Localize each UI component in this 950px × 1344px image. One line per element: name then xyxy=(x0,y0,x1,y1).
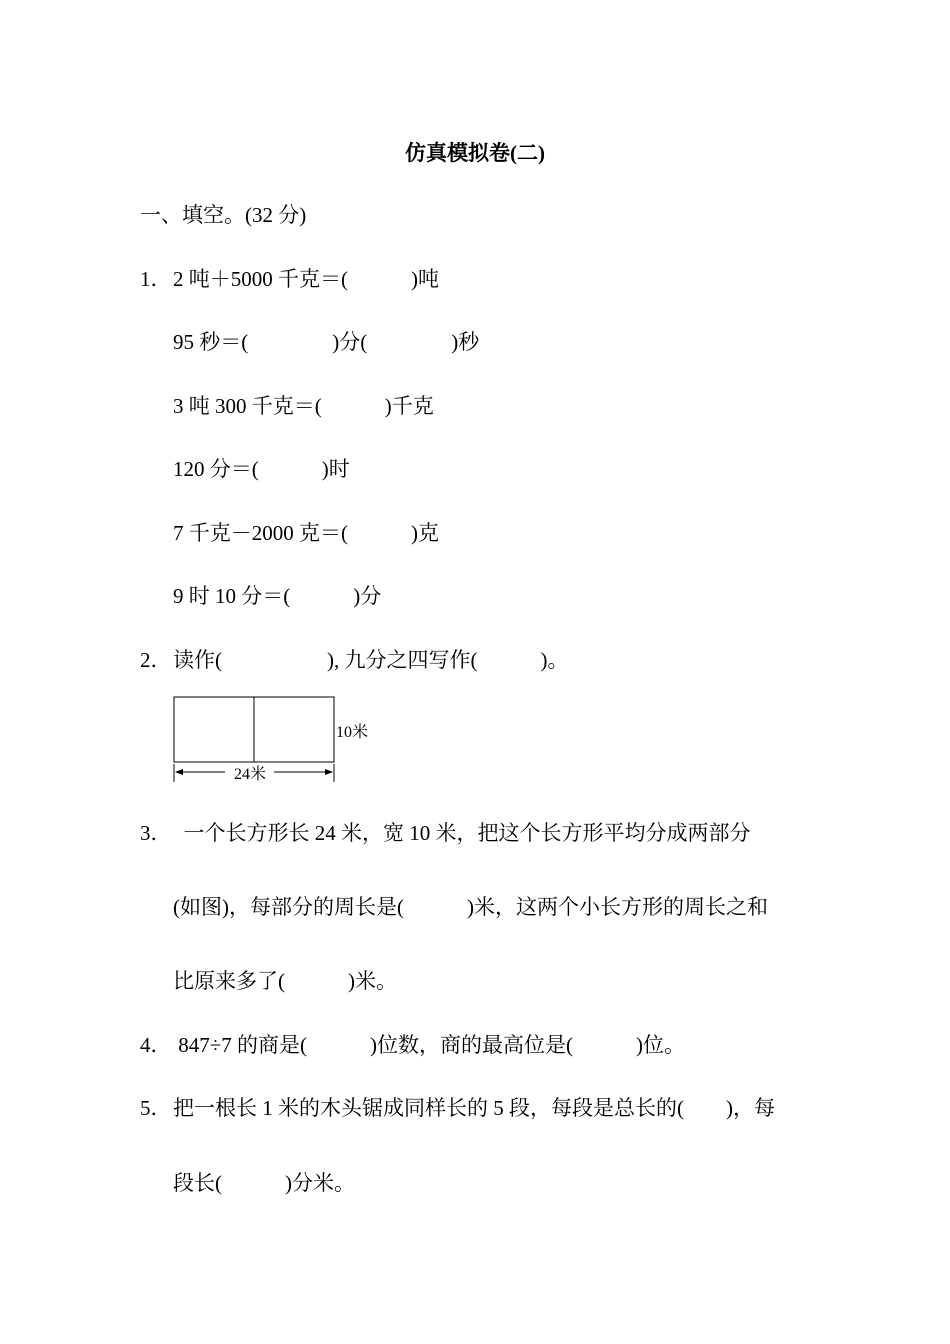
question-number: 4． xyxy=(140,1033,172,1057)
question-line: 7 千克－2000 克＝( )克 xyxy=(173,521,439,545)
arrow-right-icon xyxy=(325,769,333,775)
width-label: 10米 xyxy=(336,724,369,741)
question-line: 段长( )分米。 xyxy=(173,1171,355,1195)
question-line: 一个长方形长 24 米，宽 10 米，把这个长方形平均分成两部分 xyxy=(173,821,751,845)
question-line: 把一根长 1 米的木头锯成同样长的 5 段，每段是总长的( )，每 xyxy=(173,1096,775,1120)
arrow-left-icon xyxy=(175,769,183,775)
question-number: 5． xyxy=(140,1096,172,1120)
question-number: 3． xyxy=(140,821,172,845)
question-line: (如图)，每部分的周长是( )米，这两个小长方形的周长之和 xyxy=(173,895,768,919)
question-line: 9 时 10 分＝( )分 xyxy=(173,584,382,608)
question-number: 2． xyxy=(140,648,172,672)
question-number: 1． xyxy=(140,267,172,291)
question-line: 比原来多了( )米。 xyxy=(173,969,397,993)
question-line: 读作( ), 九分之四写作( )。 xyxy=(173,648,569,672)
section-heading: 一、填空。(32 分) xyxy=(140,203,307,227)
question-line: 95 秒＝( )分( )秒 xyxy=(173,330,480,354)
question-line: 2 吨＋5000 千克＝( )吨 xyxy=(173,267,439,291)
question-line: 847÷7 的商是( )位数，商的最高位是( )位。 xyxy=(173,1033,685,1057)
length-label: 24米 xyxy=(234,766,267,783)
question-line: 3 吨 300 千克＝( )千克 xyxy=(173,394,434,418)
page-title: 仿真模拟卷(二) xyxy=(405,141,545,165)
question-line: 120 分＝( )时 xyxy=(173,457,350,481)
